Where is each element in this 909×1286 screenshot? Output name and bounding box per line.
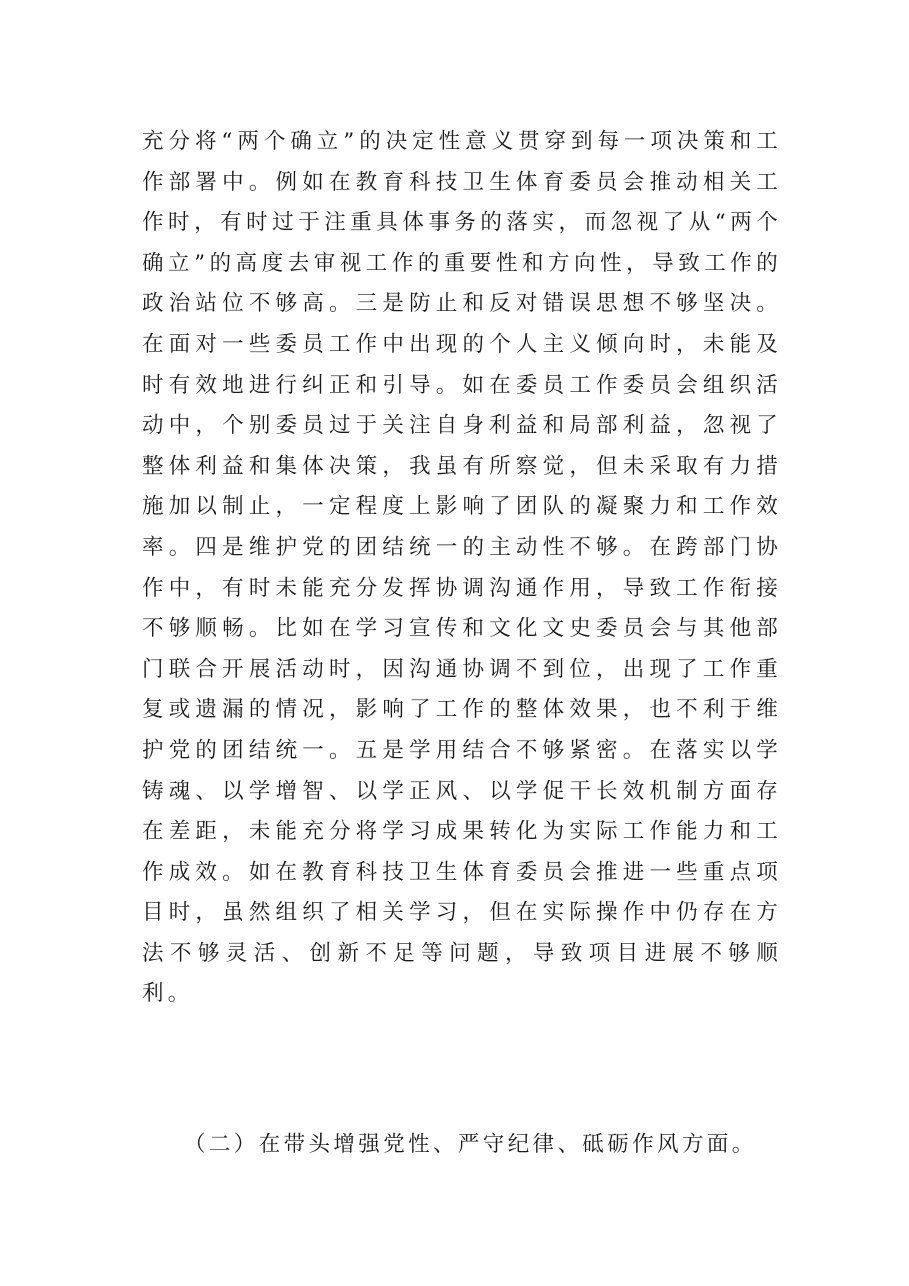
section-heading: （二）在带头增强党性、严守纪律、砥砺作风方面。	[184, 1132, 757, 1157]
body-paragraph: 充分将“两个确立”的决定性意义贯穿到每一项决策和工作部署中。例如在教育科技卫生体育委员会推动相关工作时，有时过于注重具体事务的落实，而忽视了从“两个确立”的高度去审视工作的重要性和方向性，导致工作的政治站位不够高。三是防止和反对错误思想不够坚决。在面对一些委员工作中出现的个人主义倾向时，未能及时有效地进行纠正和引导。如在委员工作委员会组织活动中，个别委员过于关注自身利益和局部利益，忽视了整体利益和集体决策，我虽有所察觉，但未采取有力措施加以制止，一定程度上影响了团队的凝聚力和工作效率。四是维护党的团结统一的主动性不够。在跨部门协作中，有时未能充分发挥协调沟通作用，导致工作衔接不够顺畅。比如在学习宣传和文化文史委员会与其他部门联合开展活动时，因沟通协调不到位，出现了工作重复或遗漏的情况，影响了工作的整体效果，也不利于维护党的团结统一。五是学用结合不够紧密。在落实以学铸魂、以学增智、以学正风、以学促干长效机制方面存在差距，未能充分将学习成果转化为实际工作能力和工作成效。如在教育科技卫生体育委员会推进一些重点项目时，虽然组织了相关学习，但在实际操作中仍存在方法不够灵活、创新不足等问题，导致项目进展不够顺利。	[142, 129, 782, 1007]
